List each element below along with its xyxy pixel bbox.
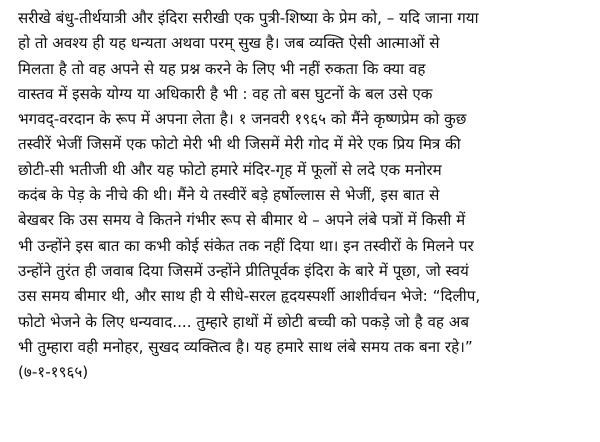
text-line-14: भी तुम्हारा वही मनोहर, सुखद व्यक्तित्व है। यह हमारे साथ लंबे समय तक बना रहे।” bbox=[18, 337, 473, 356]
text-line-2: हो तो अवश्य ही यह धन्यता अथवा परम् सुख है। जब व्यक्ति ऐसी आत्माओं से bbox=[18, 34, 440, 53]
text-line-12: उस समय बीमार थी, और साथ ही ये सीधे-सरल हृदयस्पर्शी आशीर्वचन भेजे: “दिलीप, bbox=[18, 287, 481, 306]
text-line-11: उन्होंने तुरंत ही जवाब दिया जिसमें उन्होंने प्रीतिपूर्वक इंदिरा के बारे में पूछा, जो स्वयं bbox=[18, 261, 469, 280]
text-line-6: तस्वीरें भेजीं जिसमें एक फोटो मेरी भी थी जिसमें मेरी गोद में मेरे एक प्रिय मित्र की bbox=[18, 135, 461, 154]
text-line-1: सरीखे बंधु-तीर्थयात्री और इंदिरा सरीखी एक पुत्री-शिष्या के प्रेम को, – यदि जाना गया bbox=[18, 9, 479, 27]
text-line-9: बेखबर कि उस समय वे कितने गंभीर रूप से बीमार थे – अपने लंबे पत्रों में किसी में bbox=[18, 211, 466, 230]
text-line-3: मिलता है तो वह अपने से यह प्रश्न करने के लिए भी नहीं रुकता कि क्या वह bbox=[18, 59, 426, 78]
text-line-5: भगवद्-वरदान के रूप में अपना लेता है। १ जनवरी १९६५ को मैंने कृष्णप्रेम को कुछ bbox=[18, 110, 467, 129]
letter-date: (७-१-१९६५) bbox=[18, 363, 89, 382]
text-line-8: कदंब के पेड़ के नीचे की थी। मैंने ये तस्वीरें बड़े हर्षोल्लास से भेजीं, इस बात से bbox=[18, 186, 440, 205]
text-line-13: फोटो भेजने के लिए धन्यवाद.... तुम्हारे हाथों में छोटी बच्ची को पकड़े जो है वह अब bbox=[18, 312, 470, 331]
text-line-10: भी उन्होंने इस बात का कभी कोई संकेत तक नहीं दिया था। इन तस्वीरों के मिलने पर bbox=[18, 236, 474, 255]
text-line-4: वास्तव में इसके योग्य या अधिकारी है भी : वह तो बस घुटनों के बल उसे एक bbox=[18, 84, 433, 103]
text-line-7: छोटी-सी भतीजी थी और यह फोटो हमारे मंदिर-गृह में फूलों से लदे एक मनोरम bbox=[18, 160, 442, 179]
